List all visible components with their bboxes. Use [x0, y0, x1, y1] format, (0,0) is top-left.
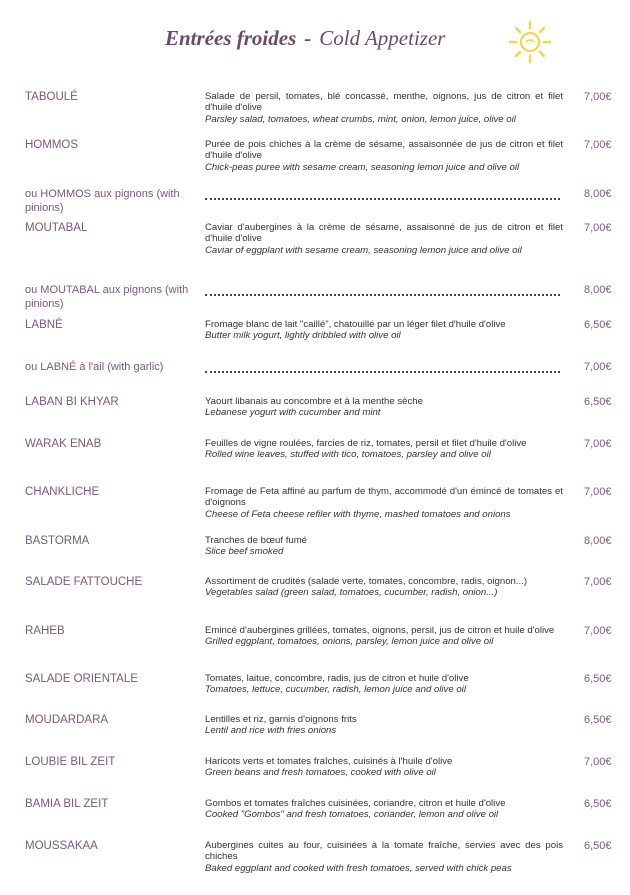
item-price: 6,50€: [584, 396, 612, 408]
item-price: 7,00€: [584, 91, 612, 103]
title-separator: -: [304, 26, 312, 50]
item-price: 7,00€: [584, 139, 612, 151]
item-name: WARAK ENAB: [25, 438, 102, 450]
item-price: 7,00€: [584, 222, 612, 234]
item-price: 7,00€: [584, 625, 612, 637]
item-description-en: Rolled wine leaves, stuffed with tico, tomatoes, parsley and olive oil: [205, 449, 491, 461]
item-price: 6,50€: [584, 840, 612, 852]
item-price: 6,50€: [584, 798, 612, 810]
item-name: CHANKLICHE: [25, 486, 100, 498]
title-french: Entrées froides: [165, 26, 297, 50]
dotted-leader: [205, 288, 560, 296]
item-description-fr: Aubergines cuites au four, cuisinées à la tomate fraîche, servies avec des pois chiches: [205, 840, 563, 863]
item-description-fr: Gombos et tomates fraîches cuisinées, coriandre, citron et huile d'olive: [205, 798, 506, 809]
item-description-fr: Emincé d'aubergines grillées, tomates, oignons, persil, jus de citron et huile d'olive: [205, 625, 555, 636]
item-name: MOUDARDARA: [25, 714, 109, 726]
item-description-en: Butter milk yogurt, lightly dribbled with olive oil: [205, 330, 401, 342]
item-name: HOMMOS: [25, 139, 79, 151]
item-description-en: Tomatoes, lettuce, cucumber, radish, lemon juice and olive oil: [205, 684, 466, 696]
item-description-fr: Caviar d'aubergines à la crème de sésame, assaisonné de jus de citron et filet d'huile d'olive: [205, 222, 563, 245]
item-description-fr: Tranches de bœuf fumé: [205, 535, 308, 546]
item-description-en: Parsley salad, tomatoes, wheat crumbs, mint, onion, lemon juice, olive oil: [205, 113, 516, 125]
item-description: [205, 798, 563, 821]
item-name: MOUSSAKAA: [25, 840, 98, 852]
item-description-en: Vegetables salad (green salad, tomatoes, cucumber, radish, onion...): [205, 587, 498, 599]
item-name: LABAN BI KHYAR: [25, 396, 119, 408]
item-name: TABOULÉ: [25, 91, 78, 103]
item-description: [205, 396, 563, 419]
item-name: SALADE ORIENTALE: [25, 673, 138, 685]
item-price: 6,50€: [584, 319, 612, 331]
item-description: [205, 486, 563, 520]
item-description-fr: Purée de pois chiches à la crème de sésame, assaisonnée de jus de citron et filet d'huile d'olive: [205, 139, 563, 162]
item-description-en: Baked eggplant and cooked with fresh tomatoes, served with chick peas: [205, 862, 512, 874]
item-description: [205, 222, 563, 256]
item-description-en: Lentil and rice with fries onions: [205, 725, 337, 737]
item-price: 8,00€: [584, 535, 612, 547]
dotted-leader: [205, 365, 560, 373]
item-name: BASTORMA: [25, 535, 90, 547]
item-description: [205, 438, 563, 461]
item-description-en: Grilled eggplant, tomatoes, onions, parsley, lemon juice and olive oil: [205, 636, 494, 648]
item-description-en: Slice beef smoked: [205, 546, 284, 558]
item-description-fr: Fromage de Feta affiné au parfum de thym, accommodé d'un émincé de tomates et d'oignons: [205, 486, 563, 509]
item-description-fr: Fromage blanc de lait "caillé", chatouillé par un léger filet d'huile d'olive: [205, 319, 506, 330]
item-description: [205, 840, 563, 874]
item-description: [205, 576, 563, 599]
item-description-en: Chick-peas puree with sesame cream, seasoning lemon juice and olive oil: [205, 161, 520, 173]
item-description-en: Lebanese yogurt with cucumber and mint: [205, 407, 381, 419]
item-name: LOUBIE BIL ZEIT: [25, 756, 116, 768]
item-name: ou LABNÉ à l'ail (with garlic): [25, 361, 164, 373]
dotted-leader: [205, 192, 560, 200]
item-description-fr: Tomates, laitue, concombre, radis, jus de citron et huile d'olive: [205, 673, 469, 684]
item-description-fr: Lentilles et riz, garnis d'oignons frits: [205, 714, 357, 725]
item-description-en: Cheese of Feta cheese refiler with thyme, mashed tomatoes and onions: [205, 508, 511, 520]
item-name: ou MOUTABAL aux pignons (with pinions): [25, 284, 189, 310]
item-description-fr: Haricots verts et tomates fraîches, cuisinés à l'huile d'olive: [205, 756, 453, 767]
item-description-fr: Feuilles de vigne roulées, farcies de riz, tomates, persil et filet d'huile d'olive: [205, 438, 527, 449]
item-description: [205, 91, 563, 125]
item-price: 7,00€: [584, 438, 612, 450]
title-english: Cold Appetizer: [319, 26, 446, 50]
item-name: MOUTABAL: [25, 222, 88, 234]
item-description: [205, 319, 563, 342]
item-description-fr: Salade de persil, tomates, blé concassé, menthe, oignons, jus de citron et filet d'huile d'olive: [205, 91, 563, 114]
item-description: [205, 714, 563, 737]
item-price: 8,00€: [584, 284, 612, 296]
item-price: 8,00€: [584, 188, 612, 200]
item-description: [205, 535, 563, 558]
item-name: RAHEB: [25, 625, 65, 637]
item-price: 6,50€: [584, 673, 612, 685]
item-price: 7,00€: [584, 486, 612, 498]
item-description: [205, 625, 563, 648]
item-price: 7,00€: [584, 576, 612, 588]
item-name: BAMIA BIL ZEIT: [25, 798, 109, 810]
item-price: 7,00€: [584, 756, 612, 768]
item-name: ou HOMMOS aux pignons (with pinions): [25, 188, 180, 214]
item-name: SALADE FATTOUCHE: [25, 576, 143, 588]
item-description-en: Caviar of eggplant with sesame cream, seasoning lemon juice and olive oil: [205, 244, 522, 256]
item-description-fr: Yaourt libanais au concombre et à la menthe sèche: [205, 396, 423, 407]
item-price: 7,00€: [584, 361, 612, 373]
item-name: LABNÉ: [25, 319, 63, 331]
item-description-fr: Assortiment de crudités (salade verte, tomates, concombre, radis, oignon...): [205, 576, 528, 587]
item-description-en: Cooked "Gombos" and fresh tomatoes, coriander, lemon and olive oil: [205, 809, 499, 821]
item-description: [205, 673, 563, 696]
item-description: [205, 756, 563, 779]
item-description-en: Green beans and fresh tomatoes, cooked with olive oil: [205, 767, 436, 779]
item-price: 6,50€: [584, 714, 612, 726]
item-description: [205, 139, 563, 173]
